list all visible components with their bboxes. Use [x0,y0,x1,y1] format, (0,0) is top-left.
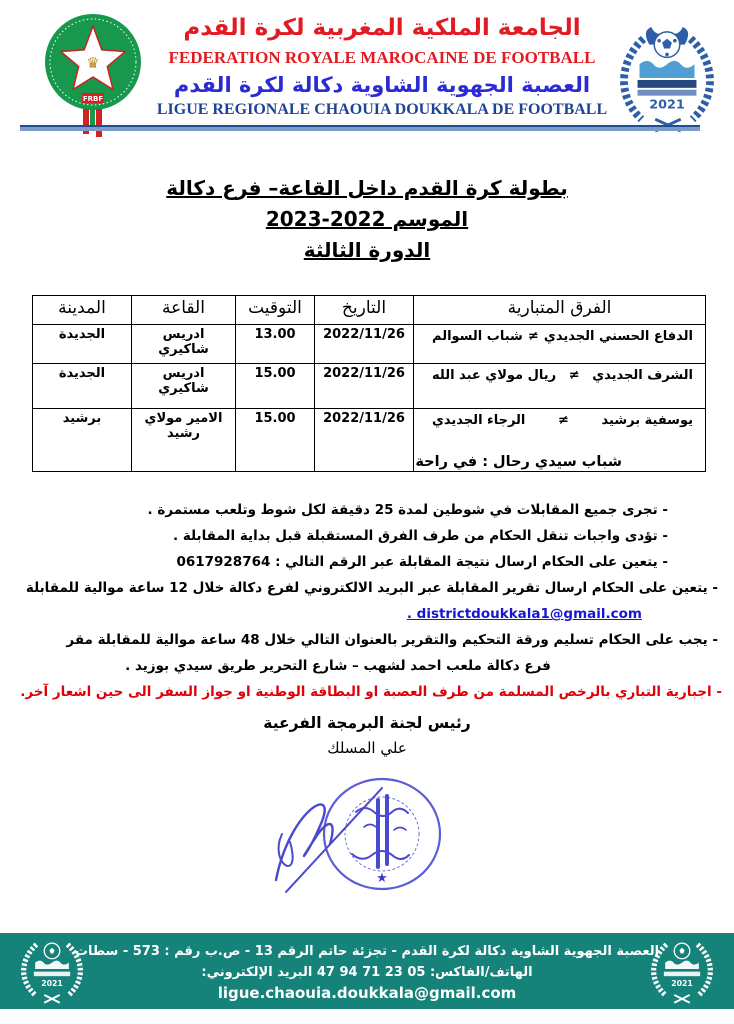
league-emblem-icon [614,22,720,134]
signature-and-stamp [260,772,475,901]
svg-text:2021: 2021 [671,978,693,988]
rule-referee-travel: - تؤدى واجبات تنقل الحكام من طرف الفرق المستقبلة قبل بداية المقابلة . [173,528,668,544]
frbf-label: FRBF [82,95,104,103]
footer-address: العصبة الجهوية الشاوية دكالة لكرة القدم - تجزئة حاتم الرقم 13 - ص.ب رقم : 573 - سطات [74,944,660,959]
match-city: الجديدة [33,325,132,364]
versus-symbol: ≠ [527,329,539,344]
league-2021-logo [614,22,720,138]
team-home: يوسفية برشيد [601,413,693,428]
title-line-season: الموسم 2022‏-‏2023 [265,207,469,231]
rule-send-report-email: - يتعين على الحكام ارسال تقرير المقابلة عبر البريد الالكتروني لفرع دكالة خلال 12 ساعة موالية للمقابلة [25,580,718,596]
federation-name-french: FEDERATION ROYALE MAROCAINE DE FOOTBALL [168,48,596,67]
match-hall: ادريس شاكيري [132,325,236,364]
footer-right-logo [646,938,718,1008]
match-date: 2022/11/26 [315,325,414,364]
match-date: 2022/11/26 [315,409,414,472]
signer-role: رئيس لجنة البرمجة الفرعية [263,714,471,732]
rule-deliver-sheet: - يجب على الحكام تسليم ورقة التحكيم والتقرير بالعنوان التالي خلال 48 ساعة موالية للمقابلة مقر [66,632,718,648]
frmf-crest-icon [34,10,152,138]
rule-send-result-phone: - يتعين على الحكام ارسال نتيجة المقابلة عبر الرقم التالي : 0617928764 [176,554,668,570]
team-away: شباب السوالم [432,329,523,344]
footer-left-logo [16,938,88,1008]
title-line-round: الدورة الثالثة [303,238,431,262]
header-city: المدينة [33,296,132,325]
match-city: برشيد [33,409,132,472]
rules-list [8,497,722,705]
frmf-crest-logo [34,10,152,142]
header-time: التوقيت [236,296,315,325]
crown-icon: ♛ [86,54,100,72]
footer-email: ligue.chaouia.doukkala@gmail.com [217,984,517,1002]
team-home: الدفاع الحسني الجديدي [543,329,693,344]
versus-symbol: ≠ [568,368,580,383]
document-title [0,176,734,269]
team-away: ريال مولاي عبد الله [432,368,557,383]
footer-band [0,933,734,1009]
rule-deliver-address: فرع دكالة ملعب احمد لشهب – شارع التحرير طريق سيدي بوزيد . [125,658,551,674]
letterhead [0,0,734,140]
table-row [33,325,706,364]
match-time: 15.00 [236,364,315,409]
stamp-star-icon: ★ [376,871,388,886]
match-time: 15.00 [236,409,315,472]
team-away: الرجاء الجديدي [432,413,526,428]
footer-emblem-icon [16,938,88,1004]
header-hall: القاعة [132,296,236,325]
rule-match-duration: - تجرى جميع المقابلات في شوطين لمدة 25 دقيقة لكل شوط وتلعب مستمرة . [147,502,668,518]
header-teams: الفرق المتبارية [414,296,706,325]
signature-block [0,714,734,757]
resting-team-note: شباب سيدي رحال : في راحة [415,454,622,470]
district-email-line [8,601,642,627]
match-date: 2022/11/26 [315,364,414,409]
svg-text:2021: 2021 [41,978,63,988]
match-teams-cell [414,325,706,364]
emblem-year: 2021 [649,97,685,113]
letterhead-text [148,14,616,120]
table-row [33,364,706,409]
team-home: الشرف الجديدي [592,368,693,383]
match-teams-cell [414,364,706,409]
match-city: الجديدة [33,364,132,409]
header-divider-rule [20,125,700,131]
footer-emblem-icon [646,938,718,1004]
match-hall: الامير مولاي رشيد [132,409,236,472]
table-header-row [33,296,706,325]
league-name-arabic: العصبة الجهوية الشاوية دكالة لكرة القدم [173,73,591,97]
federation-name-arabic: الجامعة الملكية المغربية لكرة القدم [183,15,581,41]
signer-name: علي المسلك [327,739,407,757]
header-date: التاريخ [315,296,414,325]
versus-symbol: ≠ [558,413,569,428]
footer-contact-info [0,933,734,1004]
league-name-french: LIGUE REGIONALE CHAOUIA DOUKKALA DE FOOTBALL [156,101,608,118]
footer-phone: الهاتف/الفاكس: 05 23 71 94 47 البريد الإلكتروني: [201,965,533,980]
match-hall: ادريس شاكيري [132,364,236,409]
title-line-championship: بطولة كرة القدم داخل القاعة– فرع دكالة [166,176,568,200]
match-schedule-table [32,295,706,472]
rule-license-required: - اجبارية التباري بالرخص المسلمة من طرف العصبة او البطاقة الوطنية او جواز السفر الى حين اشعار آخر. [20,684,722,700]
district-email-link[interactable]: . districtdoukkala1@gmail.com [406,606,642,622]
stamp-signature-icon [260,772,475,897]
match-time: 13.00 [236,325,315,364]
